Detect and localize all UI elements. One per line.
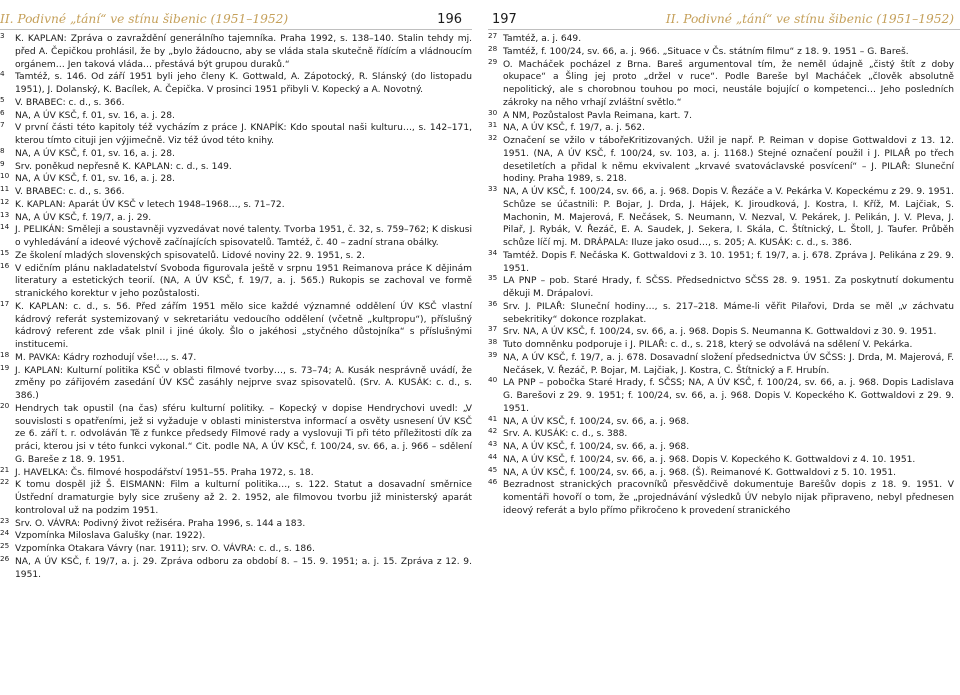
footnote-text: Tamtéž, f. 100/24, sv. 66, a. j. 966. „Situace v Čs. státním filmu“ z 18. 9. 1951 – G. Bareš.	[503, 46, 909, 57]
running-title: II. Podivné „tání“ ve stínu šibenic (1951–1952)	[665, 12, 954, 26]
footnote-number: 37	[488, 324, 498, 334]
footnote-number: 8	[0, 145, 5, 155]
footnote-number: 9	[0, 158, 5, 168]
running-header	[0, 12, 472, 30]
footnote-text: Srv. NA, A ÚV KSČ, f. 100/24, sv. 66, a. j. 968. Dopis S. Neumanna K. Gottwaldovi z 30. 9. 1951.	[503, 327, 937, 338]
footnote-text: K. KAPLAN: c. d., s. 56. Před zářím 1951 mělo sice každé významné oddělení ÚV KSČ vlastní kádrový referát systemizovaný v sekretariátu vedoucího oddělení (včetně „kultpropu“), příslušný kádrový referent zde však plnil i jiné úkoly. Šlo o jakéhosi „styčného důstojníka“ s příslušnými institucemi.	[15, 301, 472, 350]
footnote	[488, 135, 954, 186]
footnote-text: Označení se vžilo v tábořeKritizovaných. Užil je např. P. Reiman v dopise Gottwaldovi z 13. 12. 1951. (NA, A ÚV KSČ, f. 100/24, sv. 103, a. j. 1168.) Stejné označení použil i J. PILAŘ po třech desetiletích a přidal k němu ekvivalent „krvavé svatováclavské posvícení“ – J. PILAŘ: Sluneční hodiny. Praha 1989, s. 218.	[503, 136, 954, 185]
footnote	[488, 377, 954, 415]
footnote	[488, 122, 954, 135]
footnote-number: 23	[0, 515, 10, 525]
footnote-number: 14	[0, 222, 10, 232]
footnote-text: A NM, Pozůstalost Pavla Reimana, kart. 7.	[503, 110, 693, 121]
footnote-number: 19	[0, 362, 10, 372]
right-page	[488, 0, 960, 695]
footnote	[488, 441, 954, 454]
footnote	[0, 33, 472, 71]
footnote-number: 42	[488, 426, 498, 436]
footnote-number: 33	[488, 184, 498, 193]
footnote-number: 27	[488, 31, 498, 40]
footnote-number: 25	[0, 541, 10, 550]
footnote-number: 24	[0, 528, 10, 538]
footnote	[488, 428, 954, 441]
footnote-number: 46	[488, 477, 498, 487]
footnote-number: 34	[488, 247, 498, 257]
footnote-number: 10	[0, 171, 10, 181]
footnote-text: NA, A ÚV KSČ, f. 19/7, a. j. 29. Zpráva odboru za období 8. – 15. 9. 1951; a. j. 15. Zpráva z 12. 9. 1951.	[15, 556, 472, 580]
footnote-text: V. BRABEC: c. d., s. 366.	[15, 97, 125, 108]
footnote-text: K tomu dospěl již Š. EISMANN: Film a kulturní politika…, s. 122. Statut a dosavadní směrnice Ústřední dramaturgie byly sice zrušeny až 2. 2. 1952, ale filmovou tvorbu již ministerský aparát kontroloval už na podzim 1951.	[15, 480, 472, 516]
footnote	[488, 186, 954, 250]
footnote	[0, 543, 472, 556]
footnote	[488, 479, 954, 517]
footnote-text: M. PAVKA: Kádry rozhodují vše!…, s. 47.	[15, 352, 197, 363]
footnote-text: Tuto domněnku podporuje i J. PILAŘ: c. d., s. 218, který se odvolává na sdělení V. Pekárka.	[503, 340, 913, 350]
footnote	[0, 224, 472, 250]
footnote-number: 17	[0, 298, 10, 308]
footnote-number: 11	[0, 184, 10, 193]
footnote-text: V první části této kapitoly též vycházím z práce J. KNAPÍK: Kdo spoutal naši kulturu…, s. 142–171, kterou tímto cituji jen výjimečně. Viz též úvod této knihy.	[15, 123, 472, 146]
footnote	[0, 298, 472, 352]
footnote	[488, 43, 954, 59]
footnote	[488, 413, 954, 429]
footnote	[0, 158, 472, 174]
footnotes-list	[0, 33, 472, 581]
footnote	[0, 145, 472, 161]
footnote-text: Vzpomínka Otakara Vávry (nar. 1911); srv. O. VÁVRA: c. d., s. 186.	[15, 544, 315, 554]
footnote-text: V edičním plánu nakladatelství Svoboda figurovala ještě v srpnu 1951 Reimanova práce K dějinám literatury a estetických teorií. (NA, A ÚV KSČ, f. 19/7, a. j. 565.) Rukopis se zachoval ve formě stranického korektur v jeho pozůstalosti.	[15, 263, 472, 299]
footnote-number: 5	[0, 94, 5, 104]
footnote-number: 6	[0, 107, 5, 117]
footnote-text: NA, A ÚV KSČ, f. 19/7, a. j. 29.	[15, 212, 152, 223]
footnote-number: 21	[0, 464, 10, 474]
footnote-text: O. Macháček pocházel z Brna. Bareš argumentoval tím, že neměl údajně „čistý štít z doby okupace“ a Šling jej proto „držel v ruce“. Podle Bareše byl Macháček „člověk absolutně nepolitický, ale s chorobnou touhou po moci, neustále bojující o kompetenci… Jeho posledních zákroky na něho vrhají zvláštní světlo.“	[503, 59, 954, 108]
footnote-number: 22	[0, 477, 10, 487]
footnote-text: NA, A ÚV KSČ, f. 100/24, sv. 66, a. j. 968. Dopis V. Řezáče a V. Pekárka V. Kopeckému z 29. 9. 1951. Schůze se účastnili: P. Bojar, J. Drda, J. Hájek, K. Jiroudková, J. Kostra, I. Kříž, M. Lajčiak, S. Machonin, M. Majerová, F. Nečásek, S. Neumann, V. Nezval, V. Pekárek, J. Pelikán, J. V. Pleva, J. Pilař, J. Rybák, V. Řezáč, E. A. Saudek, J. Sekera, I. Skála, C. Štítnický, L. Štoll, J. Taufer. Průběh schůze líčí mj. M. DRÁPALA: Iluze jako osud…, s. 205; A. KUSÁK: c. d., s. 386.	[503, 187, 954, 248]
footnote-text: Ze školení mladých slovenských spisovatelů. Lidové noviny 22. 9. 1951, s. 2.	[15, 250, 365, 261]
footnote-text: NA, A ÚV KSČ, f. 01, sv. 16, a. j. 28.	[15, 174, 175, 185]
footnote	[0, 173, 472, 186]
footnote-text: Tamtéž. Dopis F. Nečáska K. Gottwaldovi z 3. 10. 1951; f. 19/7, a. j. 678. Zpráva J. Pelikána z 29. 9. 1951.	[503, 250, 954, 274]
footnote-text: Vzpomínka Miloslava Galušky (nar. 1922).	[15, 531, 206, 542]
footnote-text: Srv. J. PILAŘ: Sluneční hodiny…, s. 217–218. Máme-li věřit Pilařovi, Drda se měl „v záchvatu sebekritiky“ dokonce rozplakat.	[503, 301, 954, 325]
footnote-text: NA, A ÚV KSČ, f. 100/24, sv. 66, a. j. 968.	[503, 442, 690, 452]
footnote-number: 38	[488, 337, 498, 346]
footnote-number: 43	[488, 439, 498, 448]
footnote-text: NA, A ÚV KSČ, f. 01, sv. 16, a. j. 28.	[15, 148, 175, 159]
footnote-number: 3	[0, 31, 5, 40]
footnote-text: Srv. A. KUSÁK: c. d., s. 388.	[503, 429, 628, 440]
footnote-number: 45	[488, 464, 498, 474]
footnote-text: NA, A ÚV KSČ, f. 100/24, sv. 66, a. j. 968.	[503, 416, 690, 427]
footnote	[0, 553, 472, 582]
footnote-number: 28	[488, 43, 498, 53]
footnote	[0, 464, 472, 480]
footnote-text: NA, A ÚV KSČ, f. 100/24, sv. 66, a. j. 968. Dopis V. Kopeckého K. Gottwaldovi z 4. 10. 1951.	[503, 454, 916, 465]
footnote-text: J. PELIKÁN: Směleji a soustavněji vyzvedávat nové talenty. Tvorba 1951, č. 32, s. 759–762; K diskusi o vyhledávání a ideové výchově začínajících spisovatelů. Tamtéž, č. 40 – zadní strana obálky.	[15, 225, 472, 248]
footnote	[488, 33, 954, 46]
footnote-number: 29	[488, 56, 498, 66]
footnote-number: 12	[0, 196, 10, 206]
footnote-number: 20	[0, 400, 10, 410]
footnote-text: LA PNP – pob. Staré Hrady, f. SČSS. Předsednictvo SČSS 28. 9. 1951. Za poskytnutí dokumentu děkuji M. Drápalovi.	[503, 276, 954, 299]
footnote	[0, 107, 472, 123]
footnote-number: 16	[0, 260, 10, 270]
footnote-text: Srv. O. VÁVRA: Podivný život režiséra. Praha 1996, s. 144 a 183.	[15, 518, 306, 529]
footnote	[0, 530, 472, 543]
footnote-number: 26	[0, 553, 10, 563]
footnote-text: Tamtéž, s. 146. Od září 1951 byli jeho členy K. Gottwald, A. Zápotocký, R. Slánský (do listopadu 1951), J. Dolanský, K. Bacílek, A. Čepička. V prosinci 1951 přibyli V. Kopecký a A. Novotný.	[15, 72, 472, 95]
footnote	[488, 339, 954, 352]
footnote-text: NA, A ÚV KSČ, f. 19/7, a. j. 562.	[503, 123, 645, 134]
footnote-number: 41	[488, 413, 498, 423]
footnote-number: 7	[0, 120, 5, 130]
footnote-number: 4	[0, 69, 5, 79]
footnote-text: K. KAPLAN: Zpráva o zavraždění generálního tajemníka. Praha 1992, s. 138–140. Stalin tehdy mj. před A. Čepičkou prohlásil, že by „bylo žádoucno, aby se vláda stala skutečně řídícím a vládnoucím orgánem… Jen taková vláda… přestává být grupou duraků.“	[15, 34, 472, 70]
footnote-number: 15	[0, 247, 10, 257]
footnote	[0, 71, 472, 97]
footnote-number: 35	[488, 273, 498, 283]
footnote-number: 13	[0, 209, 10, 219]
footnote	[0, 400, 472, 467]
footnote	[0, 349, 472, 365]
footnote-text: LA PNP – pobočka Staré Hrady, f. SČSS; NA, A ÚV KSČ, f. 100/24, sv. 66, a. j. 968. Dopis Ladislava G. Barešovi z 29. 9. 1951; f. 100/24, sv. 66, a. j. 968. Dopis V. Kopeckého K. Gottwaldovi z 29. 9. 1951.	[503, 378, 954, 414]
running-title: II. Podivné „tání“ ve stínu šibenic (1951–1952)	[0, 12, 289, 26]
footnote	[0, 196, 472, 212]
footnote-number: 39	[488, 349, 498, 359]
footnote	[488, 464, 954, 480]
footnote-text: NA, A ÚV KSČ, f. 01, sv. 16, a. j. 28.	[15, 110, 175, 121]
footnote-text: Bezradnost stranických pracovníků přesvědčivě dokumentuje Barešův dopis z 18. 9. 1951. V komentáři hovoří o tom, že „projednávání výsledků ÚV nebylo nijak připraveno, nebyl přednesen ideový referát a bylo přímo přikročeno k provedení stranického	[503, 480, 954, 516]
footnote	[488, 451, 954, 467]
footnote-number: 18	[0, 349, 10, 359]
footnote	[488, 275, 954, 301]
footnote-number: 44	[488, 451, 498, 461]
footnote	[0, 186, 472, 199]
header-rule	[0, 29, 472, 30]
page-number: 196	[437, 12, 462, 27]
footnote	[0, 515, 472, 531]
footnote	[0, 247, 472, 263]
footnote	[0, 362, 472, 403]
running-header	[488, 12, 960, 30]
footnote	[488, 247, 954, 276]
footnote-text: Srv. poněkud nepřesně K. KAPLAN: c. d., s. 149.	[15, 161, 232, 172]
footnote-text: NA, A ÚV KSČ, f. 19/7, a. j. 678. Dosavadní složení předsednictva ÚV SČSS: J. Drda, M. Majerová, F. Nečásek, V. Řezáč, P. Bojar, M. Lajčiak, J. Kostra, C. Štítnický a F. Hrubín.	[503, 352, 954, 376]
left-page	[0, 0, 472, 695]
footnote-text: Tamtéž, a. j. 649.	[503, 34, 582, 44]
footnote	[488, 298, 954, 327]
page-number: 197	[492, 12, 517, 27]
footnote	[0, 94, 472, 110]
footnote	[0, 122, 472, 148]
footnote	[488, 56, 954, 110]
footnote-number: 36	[488, 298, 498, 308]
footnote	[488, 349, 954, 378]
footnote-text: J. KAPLAN: Kulturní politika KSČ v oblasti filmové tvorby…, s. 73–74; A. Kusák nesprávně uvádí, že změny po zářijovém zasedání ÚV KSČ zasáhly nejprve svaz spisovatelů. (Srv. A. KUSÁK: c. d., s. 386.)	[15, 365, 472, 401]
footnote-number: 30	[488, 107, 498, 117]
footnote	[488, 326, 954, 339]
footnote-number: 31	[488, 120, 498, 130]
footnote	[488, 107, 954, 123]
footnote-text: J. HAVELKA: Čs. filmové hospodářství 1951–55. Praha 1972, s. 18.	[15, 467, 314, 478]
footnote-text: V. BRABEC: c. d., s. 366.	[15, 187, 125, 197]
footnote	[0, 260, 472, 301]
footnote-text: K. KAPLAN: Aparát ÚV KSČ v letech 1948–1968…, s. 71–72.	[15, 199, 285, 210]
footnote	[0, 479, 472, 517]
footnote	[0, 209, 472, 225]
header-rule	[488, 29, 960, 30]
footnote-number: 32	[488, 133, 498, 142]
footnotes-list	[488, 33, 954, 518]
footnote-text: NA, A ÚV KSČ, f. 100/24, sv. 66, a. j. 968. (Š). Reimanové K. Gottwaldovi z 5. 10. 1951.	[503, 467, 897, 478]
footnote-number: 40	[488, 375, 498, 385]
footnote-text: Hendrych tak opustil (na čas) sféru kulturní politiky. – Kopecký v dopise Hendrychovi uvedl: „V souvislosti s opatřeními, jež si vyžaduje v oblasti ministerstva informací a osvěty usnesení ÚV KSČ ze 6. září t. r. odvoláván Tě z funkce předsedy Filmové rady a vyslovuji Ti při této příležitosti dík za práci, kterou jsi v této funkci vykonal.“ Cit. podle NA, A ÚV KSČ, f. 100/24, sv. 66, a. j. 966 – sdělení G. Bareše z 18. 9. 1951.	[15, 403, 472, 465]
